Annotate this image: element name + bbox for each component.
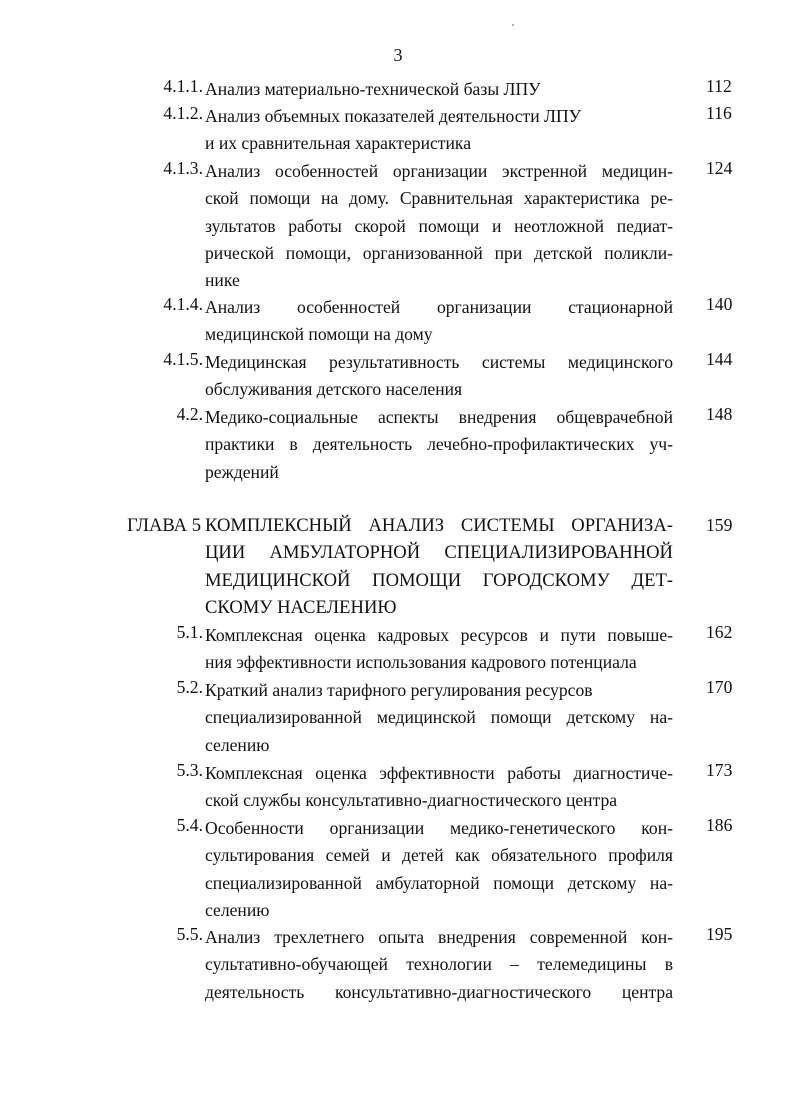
toc-entry-number: 4.2. xyxy=(176,404,203,424)
toc-entry-line: Анализ особенностей организации экстренной медицин- xyxy=(205,161,673,181)
page-number: 3 xyxy=(393,45,403,65)
toc-entry-line: ской помощи на дому. Сравнительная характеристика ре- xyxy=(205,188,673,209)
toc-chapter-line: СКОМУ НАСЕЛЕНИЮ xyxy=(205,596,397,618)
toc-entry-page: 112 xyxy=(706,76,732,96)
toc-entry-number: 4.1.3. xyxy=(163,158,203,178)
toc-chapter-page: 159 xyxy=(706,515,733,535)
toc-chapter-line: МЕДИЦИНСКОЙ ПОМОЩИ ГОРОДСКОМУ ДЕТ- xyxy=(205,569,673,591)
toc-entry-line: Медицинская результативность системы медицинского xyxy=(205,352,673,372)
toc-entry-number: 5.4. xyxy=(176,815,203,835)
toc-entry-page: 195 xyxy=(706,924,733,944)
toc-entry-line: ния эффективности использования кадрового потенциала xyxy=(205,652,637,673)
toc-entry-5-5 xyxy=(120,924,740,1008)
toc-entry-5-1 xyxy=(120,622,740,678)
toc-entry-page: 116 xyxy=(706,103,732,123)
toc-entry-page: 140 xyxy=(706,294,733,314)
toc-entry-line: Анализ объемных показателей деятельности ЛПУ xyxy=(205,106,582,126)
toc-entry-4-1-1 xyxy=(120,76,740,104)
toc-entry-line: Комплексная оценка кадровых ресурсов и пути повыше- xyxy=(205,625,673,645)
toc-entry-page: 173 xyxy=(706,760,733,780)
toc-entry-number: 5.2. xyxy=(176,677,203,697)
toc-entry-line: Анализ материально-технической базы ЛПУ xyxy=(205,79,541,99)
toc-entry-line: медицинской помощи на дому xyxy=(205,324,433,345)
toc-chapter-line: ЦИИ АМБУЛАТОРНОЙ СПЕЦИАЛИЗИРОВАННОЙ xyxy=(205,542,673,564)
toc-entry-line: ской службы консультативно-диагностического центра xyxy=(205,790,618,811)
toc-entry-line: сультирования семей и детей как обязательного профиля xyxy=(205,845,673,866)
toc-entry-number: 5.5. xyxy=(176,924,203,944)
toc-chapter-5 xyxy=(110,512,740,624)
toc-chapter-line: КОМПЛЕКСНЫЙ АНАЛИЗ СИСТЕМЫ ОРГАНИЗА- xyxy=(205,515,673,536)
toc-entry-line: селению xyxy=(205,734,270,755)
toc-entry-number: 5.1. xyxy=(176,622,203,642)
toc-entry-line: обслуживания детского населения xyxy=(205,379,463,400)
toc-entry-4-1-5 xyxy=(120,349,740,405)
toc-entry-line: нике xyxy=(205,270,240,291)
toc-entry-line: зультатов работы скорой помощи и неотложной педиат- xyxy=(205,215,673,236)
toc-entry-line: Краткий анализ тарифного регулирования ресурсов xyxy=(205,680,593,700)
toc-entry-4-1-2 xyxy=(120,103,740,159)
toc-entry-line: Комплексная оценка эффективности работы диагностиче- xyxy=(205,763,673,783)
toc-entry-line: практики в деятельность лечебно-профилактических уч- xyxy=(205,434,673,455)
toc-entry-5-3 xyxy=(120,760,740,816)
toc-entry-number: 4.1.4. xyxy=(163,294,203,314)
toc-entry-4-1-4 xyxy=(120,294,740,350)
toc-entry-line: сультативно-обучающей технологии – телемедицины в xyxy=(205,954,673,975)
toc-entry-number: 4.1.5. xyxy=(163,349,203,369)
toc-chapter-number: ГЛАВА 5 xyxy=(127,515,201,536)
toc-entry-page: 162 xyxy=(706,622,733,642)
toc-entry-5-2 xyxy=(120,677,740,761)
toc-entry-number: 5.3. xyxy=(176,760,203,780)
toc-entry-page: 186 xyxy=(706,815,733,835)
toc-entry-page: 148 xyxy=(706,404,733,424)
toc-entry-number: 4.1.1. xyxy=(163,76,203,96)
toc-entry-line: Анализ трехлетнего опыта внедрения современной кон- xyxy=(205,927,673,947)
toc-entry-page: 124 xyxy=(706,158,733,178)
toc-entry-line: специализированной медицинской помощи детскому на- xyxy=(205,707,673,728)
toc-entry-line: Анализ особенностей организации стационарной xyxy=(205,297,673,317)
toc-entry-line: Медико-социальные аспекты внедрения общеврачебной xyxy=(205,407,673,427)
toc-entry-4-1-3 xyxy=(120,158,740,295)
toc-entry-page: 144 xyxy=(706,349,733,369)
toc-entry-line: Особенности организации медико-генетического кон- xyxy=(205,818,673,838)
toc-entry-4-2 xyxy=(120,404,740,488)
toc-entry-5-4 xyxy=(120,815,740,925)
scan-speck xyxy=(512,24,514,26)
toc-entry-line: реждений xyxy=(205,461,279,482)
toc-entry-line: рической помощи, организованной при детской поликли- xyxy=(205,242,673,263)
toc-entry-page: 170 xyxy=(706,677,733,697)
toc-entry-line: и их сравнительная характеристика xyxy=(205,133,472,154)
toc-entry-number: 4.1.2. xyxy=(163,103,203,123)
toc-entry-line: деятельность консультативно-диагностического центра xyxy=(205,981,673,1002)
toc-entry-line: специализированной амбулаторной помощи детскому на- xyxy=(205,872,673,893)
toc-entry-line: селению xyxy=(205,899,270,920)
